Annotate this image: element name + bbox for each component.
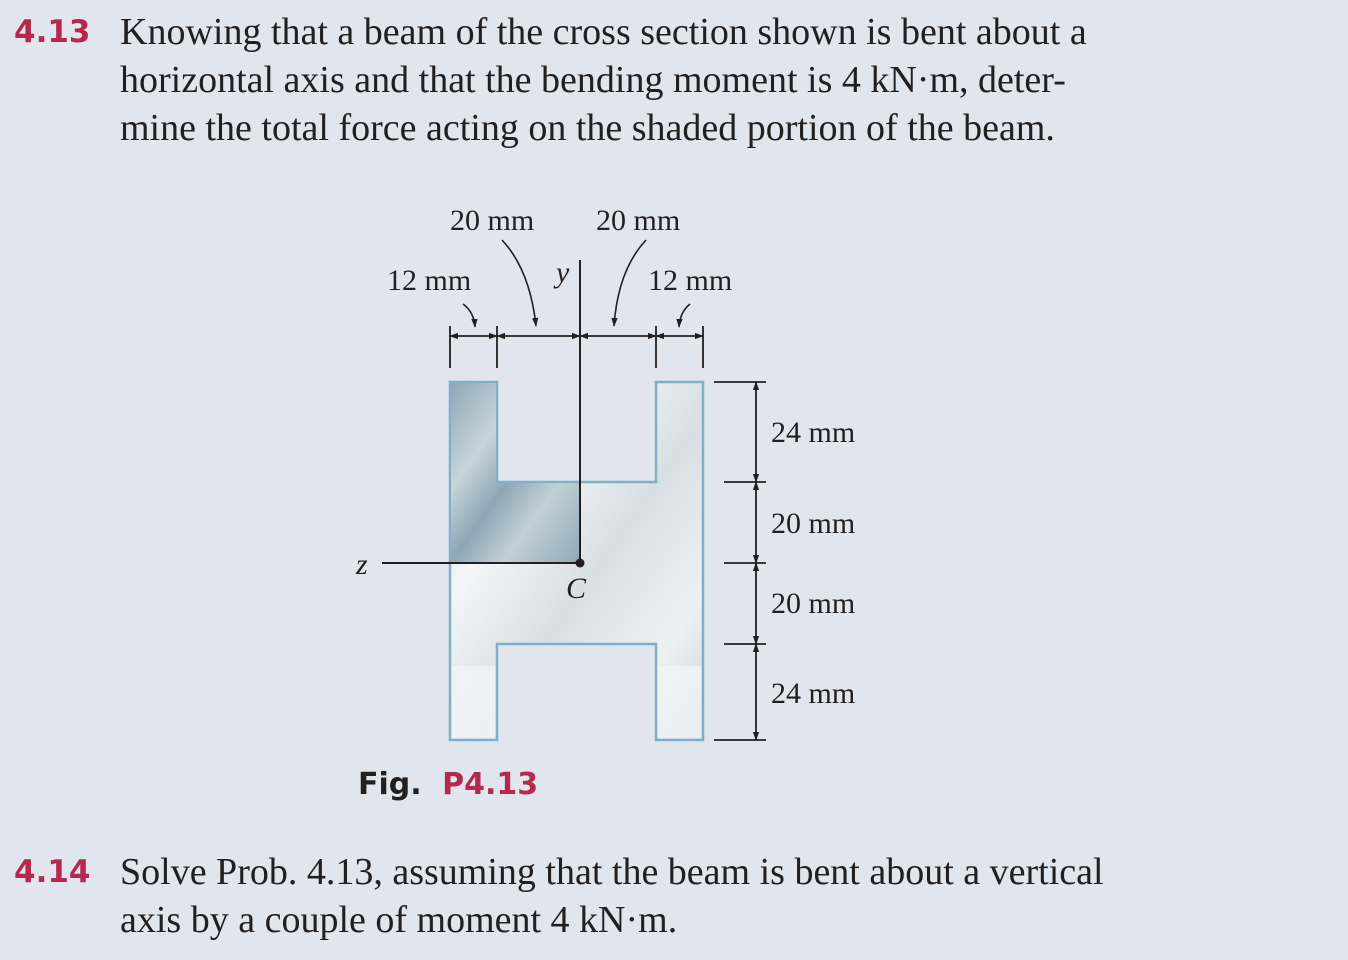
problem-line: Solve Prob. 4.13, assuming that the beam is bent about a vertical xyxy=(120,851,1104,893)
problem-line: Knowing that a beam of the cross section shown is bent about a xyxy=(120,11,1087,53)
problem-line: mine the total force acting on the shaded portion of the beam. xyxy=(120,107,1055,149)
dim-top-12mm-right: 12 mm xyxy=(648,264,733,297)
figure-caption xyxy=(358,767,538,802)
dim-right-24mm-top: 24 mm xyxy=(771,416,856,449)
dim-right-20mm-upper: 20 mm xyxy=(771,507,856,540)
caption-prefix: Fig. xyxy=(358,767,422,802)
y-axis-label: y xyxy=(556,256,570,289)
dim-right-24mm-bottom: 24 mm xyxy=(771,677,856,710)
top-extension-lines xyxy=(450,326,703,368)
shaded-portion xyxy=(450,382,580,563)
caption-label: P4.13 xyxy=(442,767,539,802)
dim-top-20mm-left: 20 mm xyxy=(450,204,535,237)
problem-line: axis by a couple of moment 4 kN·m. xyxy=(120,899,678,941)
centroid-label: C xyxy=(566,572,587,605)
dim-right-20mm-lower: 20 mm xyxy=(771,587,856,620)
flange-bottom-right xyxy=(658,666,702,739)
problem-line: horizontal axis and that the bending moment is 4 kN·m, deter- xyxy=(120,59,1066,101)
problem-number: 4.13 xyxy=(14,14,91,50)
problem-text xyxy=(120,848,1340,944)
dim-top-12mm-left: 12 mm xyxy=(387,264,472,297)
centroid-point xyxy=(576,559,585,568)
dim-top-20mm-right: 20 mm xyxy=(596,204,681,237)
flange-bottom-left xyxy=(452,666,496,739)
right-extension-lines xyxy=(714,382,766,740)
z-axis-label: z xyxy=(356,548,368,581)
problem-number: 4.14 xyxy=(14,854,91,890)
